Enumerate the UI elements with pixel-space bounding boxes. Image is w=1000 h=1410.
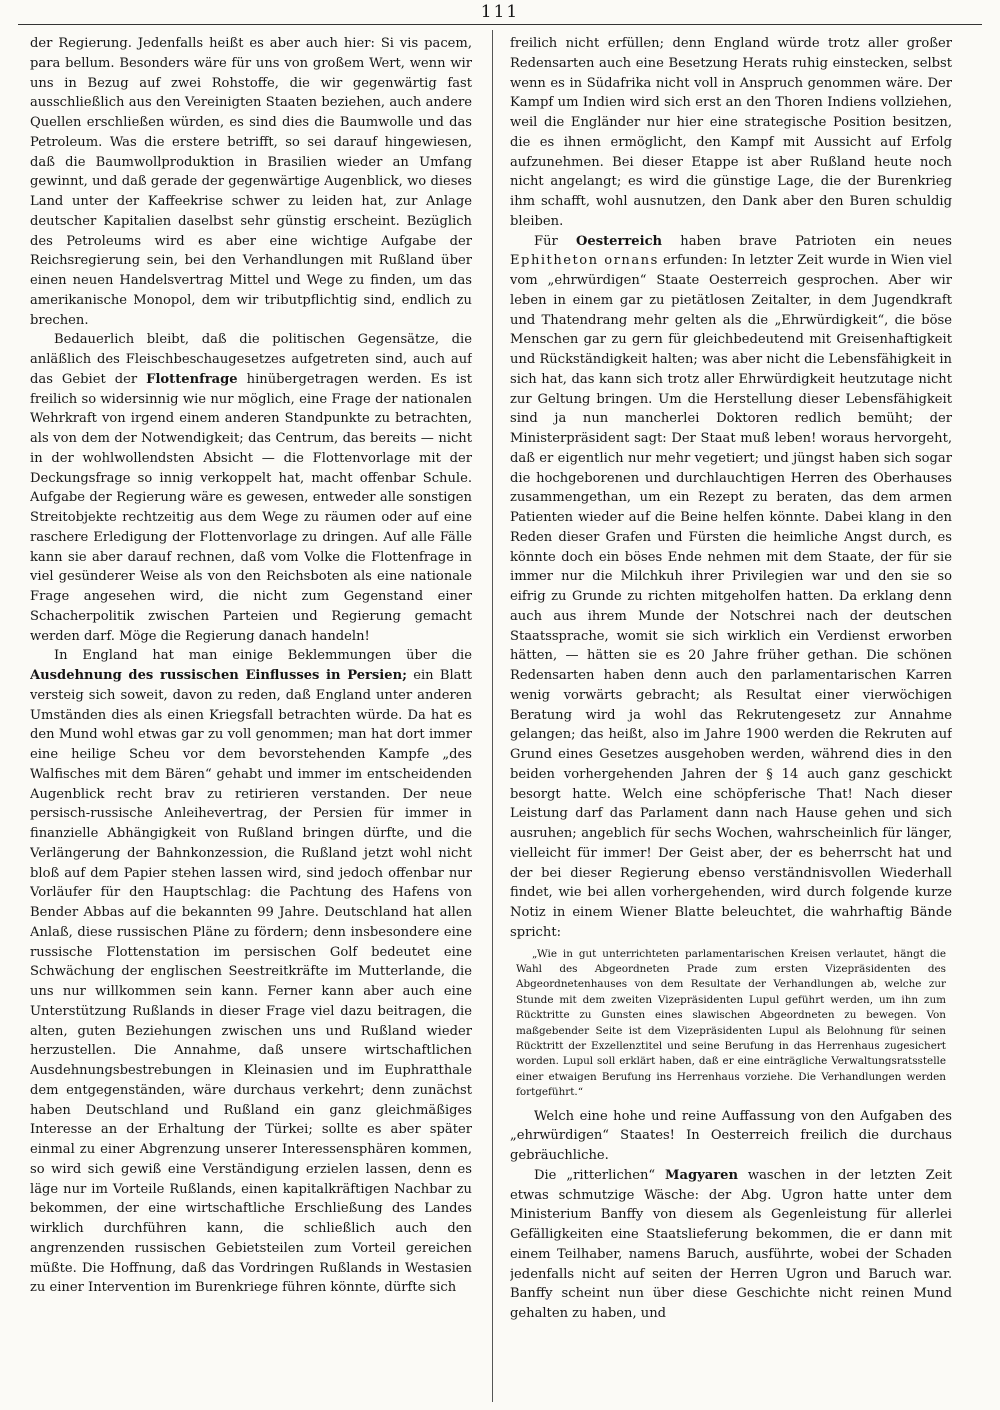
right-column <box>510 34 952 1402</box>
text-run: erfunden: In letzter Zeit wurde in Wien viel vom „ehrwürdigen“ Staate Oesterreich gesprochen. Aber wir leben in einem gar zu pietätlosen Zeitalter, in dem Jugendkraft und Thatendrang mehr gelten als die „Ehrwürdigkeit“, die böse Menschen gar zu gern für gleichbedeutend mit Greisenhaftigkeit und Rückständigkeit halten; was aber nicht die Lebensfähigkeit in sich hat, das kann sich trotz aller Ehrwürdigkeit heutzutage nicht zur Geltung bringen. Um die Herstellung dieser Lebensfähigkeit sind ja nun mancherlei Doktoren redlich bemüht; der Ministerpräsident sagt: Der Staat muß leben! woraus hervorgeht, daß er eigentlich nur mehr vegetiert; und jüngst haben sich sogar die hochgeborenen und durchlauchtigen Herren des Oberhauses zusammengethan, um ein Rezept zu beraten, das dem armen Patienten wieder auf die Beine helfen könnte. Dabei klang in den Reden dieser Grafen und Fürsten die heimliche Angst durch, es könnte doch ein böses Ende nehmen mit dem Staate, der für sie immer nur die Milchkuh ihrer Privilegien war und den sie so eifrig zu Grunde zu richten mitgeholfen hatten. Da erklang denn auch aus ihrem Munde der Notschrei nach der deutschen Staatssprache, womit sie sich wirklich ein Verdienst erworben hätten, — hätten sie es 20 Jahre früher gethan. Die schönen Redensarten haben denn auch den parlamentarischen Karren wenig vorwärts gebracht; als Resultat einer vierwöchigen Beratung wird ja wohl das Rekrutengesetz zur Annahme gelangen; das heißt, also im Jahre 1900 werden die Rekruten auf Grund eines Gesetzes ausgehoben werden, während dies in den beiden vorhergehenden Jahren der § 14 auch ganz geschickt besorgt hatte. Welch eine schöpferische That! Nach dieser Leistung darf das Parlament dann nach Hause gehen und sich ausruhen; angeblich für sechs Wochen, wahrscheinlich für länger, vielleicht für immer! Der Geist aber, der es beherrscht hat und der bei dieser Regierung ebenso verständnisvollen Wiederhall findet, wie bei allen vorhergehenden, wird durch folgende kurze Notiz in einem Wiener Blatte beleuchtet, die wahrhaftig Bände spricht: <box>510 253 952 940</box>
keyword-persien: Ausdehnung des russischen Einflusses in Persien; <box>30 668 407 683</box>
text-run: Für <box>534 233 558 249</box>
quote-text: „Wie in gut unterrichteten parlamentarischen Kreisen verlautet, hängt die Wahl des Abgeordneten Prade zum ersten Vizepräsidenten des Abgeordnetenhauses von dem Resultate der Verhandlungen ab, welche zur Stunde mit dem zweiten Vizepräsidenten Lupul geführt werden, um ihn zum Rücktritte zu Gunsten eines slawischen Abgeordneten zu bewegen. Von maßgebender Seite ist dem Vizepräsidenten Lupul als Belohnung für seinen Rücktritt der Exzellenztitel und seine Berufung in das Herrenhaus zugesichert worden. Lupul soll erklärt haben, daß er eine einträgliche Verwaltungsratsstelle einer etwaigen Berufung ins Herrenhaus vorziehe. Die Verhandlungen werden fortgeführt.“ <box>516 947 946 1099</box>
paragraph: Welch eine hohe und reine Auffassung von den Aufgaben des „ehrwürdigen“ Staates! In Oesterreich freilich die durchaus gebräuchliche. <box>510 1108 952 1164</box>
text-run: ein Blatt versteig sich soweit, davon zu reden, daß England unter anderen Umständen dies als einen Kriegsfall betrachten würde. Da hat es den Mund wohl etwas gar zu voll genommen; man hat dort immer eine heilige Scheu vor dem bevorstehenden Kampfe „des Walfisches mit dem Bären“ gehabt und immer im entscheidenden Augenblick recht brav zu retirieren verstanden. Der neue persisch-russische Anleihevertrag, der Persien für immer in finanzielle Abhängigkeit von Rußland bringen dürfte, und die Verlängerung der Bahnkonzession, die Rußland jetzt wohl nicht bloß auf dem Papier stehen lassen wird, sind jedoch offenbar nur Vorläufer für den Hauptschlag: die Pachtung des Hafens von Bender Abbas auf die bekannten 99 Jahre. Deutschland hat allen Anlaß, diese russischen Pläne zu fördern; denn insbesondere eine russische Flottenstation im persischen Golf bedeutet eine Schwächung der englischen Seestreitkräfte im Mutterlande, die uns nur willkommen sein kann. Ferner kann aber auch eine Unterstützung Rußlands in dieser Frage viel dazu beitragen, die alten, guten Beziehungen zwischen uns und Rußland wieder herzustellen. Die Annahme, daß unsere wirtschaftlichen Ausdehnungsbestrebungen in Kleinasien und im Euphratthale dem entgegenständen, wäre durchaus verkehrt; denn zunächst haben Deutschland und Rußland ein ganz gleichmäßiges Interesse an der Erhaltung der Türkei; sollte es aber später einmal zu einer Abgrenzung unserer Interessensphären kommen, so wird sich gewiß eine Verständigung erzielen lassen, denn es läge nur im Vorteile Rußlands, einen kapitalkräftigen Nachbar zu bekommen, der eine wirtschaftliche Erschließung des Landes wirklich durchführen kann, die schließlich auch den angrenzenden russischen Gebietsteilen zum Vorteil gereichen müßte. Die Hoffnung, daß das Vordringen Rußlands in Westasien zu einer Intervention im Burenkriege führen könnte, dürfte sich <box>30 668 472 1296</box>
paragraph: freilich nicht erfüllen; denn England würde trotz aller großer Redensarten auch eine Besetzung Herats ruhig einstecken, selbst wenn es in Südafrika nicht voll in Anspruch genommen wäre. Der Kampf um Indien wird sich erst an den Thoren Indiens vollziehen, weil die Engländer nur hier eine strategische Position besitzen, die es ihnen ermöglicht, den Kampf mit Aussicht auf Erfolg aufzunehmen. Bei dieser Etappe ist aber Rußland heute noch nicht angelangt; es wird die günstige Lage, die der Burenkrieg ihm schafft, wohl ausnutzen, den Dank aber den Buren schuldig bleiben. <box>510 36 952 229</box>
paragraph-flottenfrage <box>30 330 472 646</box>
keyword-flottenfrage: Flottenfrage <box>146 371 238 387</box>
text-run: Bedauerlich bleibt, daß die politischen Gegensätze, die anläßlich des Fleischbeschaugesetzes aufgetreten sind, auch auf das Gebiet der <box>30 332 472 387</box>
text-run: hinübergetragen werden. Es ist freilich so widersinnig wie nur möglich, eine Frage der nationalen Wehrkraft von irgend einem anderen Standpunkte zu betrachten, als von dem der Notwendigkeit; das Centrum, das bereits — nicht in der wohlwollendsten Absicht — die Flottenvorlage mit der Deckungsfrage so innig verkoppelt hat, macht offenbar Schule. Aufgabe der Regierung wäre es gewesen, entweder alle sonstigen Streitobjekte rechtzeitig aus dem Wege zu räumen oder auf eine raschere Erledigung der Flottenvorlage zu dringen. Auf alle Fälle kann sie aber darauf rechnen, daß vom Volke die Flottenfrage in viel gesünderer Weise als von den Reichsboten als eine nationale Frage angesehen wird, die nicht zum Gegenstand einer Schacherpolitik zwischen Parteien und Regierung gemacht werden darf. Möge die Regierung danach handeln! <box>30 371 472 644</box>
text-run: Die „ritterlichen“ <box>534 1167 656 1183</box>
paragraph: der Regierung. Jedenfalls heißt es aber auch hier: Si vis pacem, para bellum. Besonders wäre für uns von großem Wert, wenn wir uns in Bezug auf zwei Rohstoffe, die wir gegenwärtig fast ausschließlich aus den Vereinigten Staaten beziehen, auch andere Quellen erschließen würden, es sind dies die Baumwolle und das Petroleum. Was die erstere betrifft, so sei darauf hingewiesen, daß die Baumwollproduktion in Brasilien wieder an Umfang gewinnt, und daß gerade der gegenwärtige Augenblick, wo dieses Land unter der Kaffeekrise schwer zu leiden hat, zur Anlage deutscher Kapitalien daselbst sehr günstig erscheint. Bezüglich des Petroleums wird es aber eine wichtige Aufgabe der Reichsregierung sein, bei den Verhandlungen mit Rußland über einen neuen Handelsvertrag Mittel und Wege zu finden, um das amerikanische Monopol, dem wir tributpflichtig sind, endlich zu brechen. <box>30 36 472 328</box>
column-divider <box>492 30 493 1402</box>
paragraph-oesterreich <box>510 232 952 943</box>
spaced-phrase: Ephitheton ornans <box>510 253 659 269</box>
left-column <box>30 34 472 1402</box>
keyword-oesterreich: Oesterreich <box>575 233 663 249</box>
paragraph-magyaren <box>510 1166 952 1324</box>
quoted-notice <box>516 947 946 1101</box>
text-run: haben brave Patrioten ein neues <box>680 233 952 249</box>
text-run: In England hat man einige Beklemmungen über die <box>54 648 472 664</box>
page-number: 111 <box>480 2 520 22</box>
keyword-magyaren: Magyaren <box>665 1167 738 1183</box>
text-run: waschen in der letzten Zeit etwas schmutzige Wäsche: der Abg. Ugron hatte unter dem Ministerium Banffy von diesem als Gegenleistung für allerlei Gefälligkeiten eine Staatslieferung bekommen, die er dann mit einem Teilhaber, namens Baruch, ausführte, wobei der Schaden jedenfalls nicht auf seiten der Herren Ugron und Baruch war. Banffy scheint nun über diese Geschichte nicht reinen Mund gehalten zu haben, und <box>510 1167 952 1322</box>
paragraph-persien <box>30 646 472 1298</box>
header-rule <box>18 24 982 25</box>
